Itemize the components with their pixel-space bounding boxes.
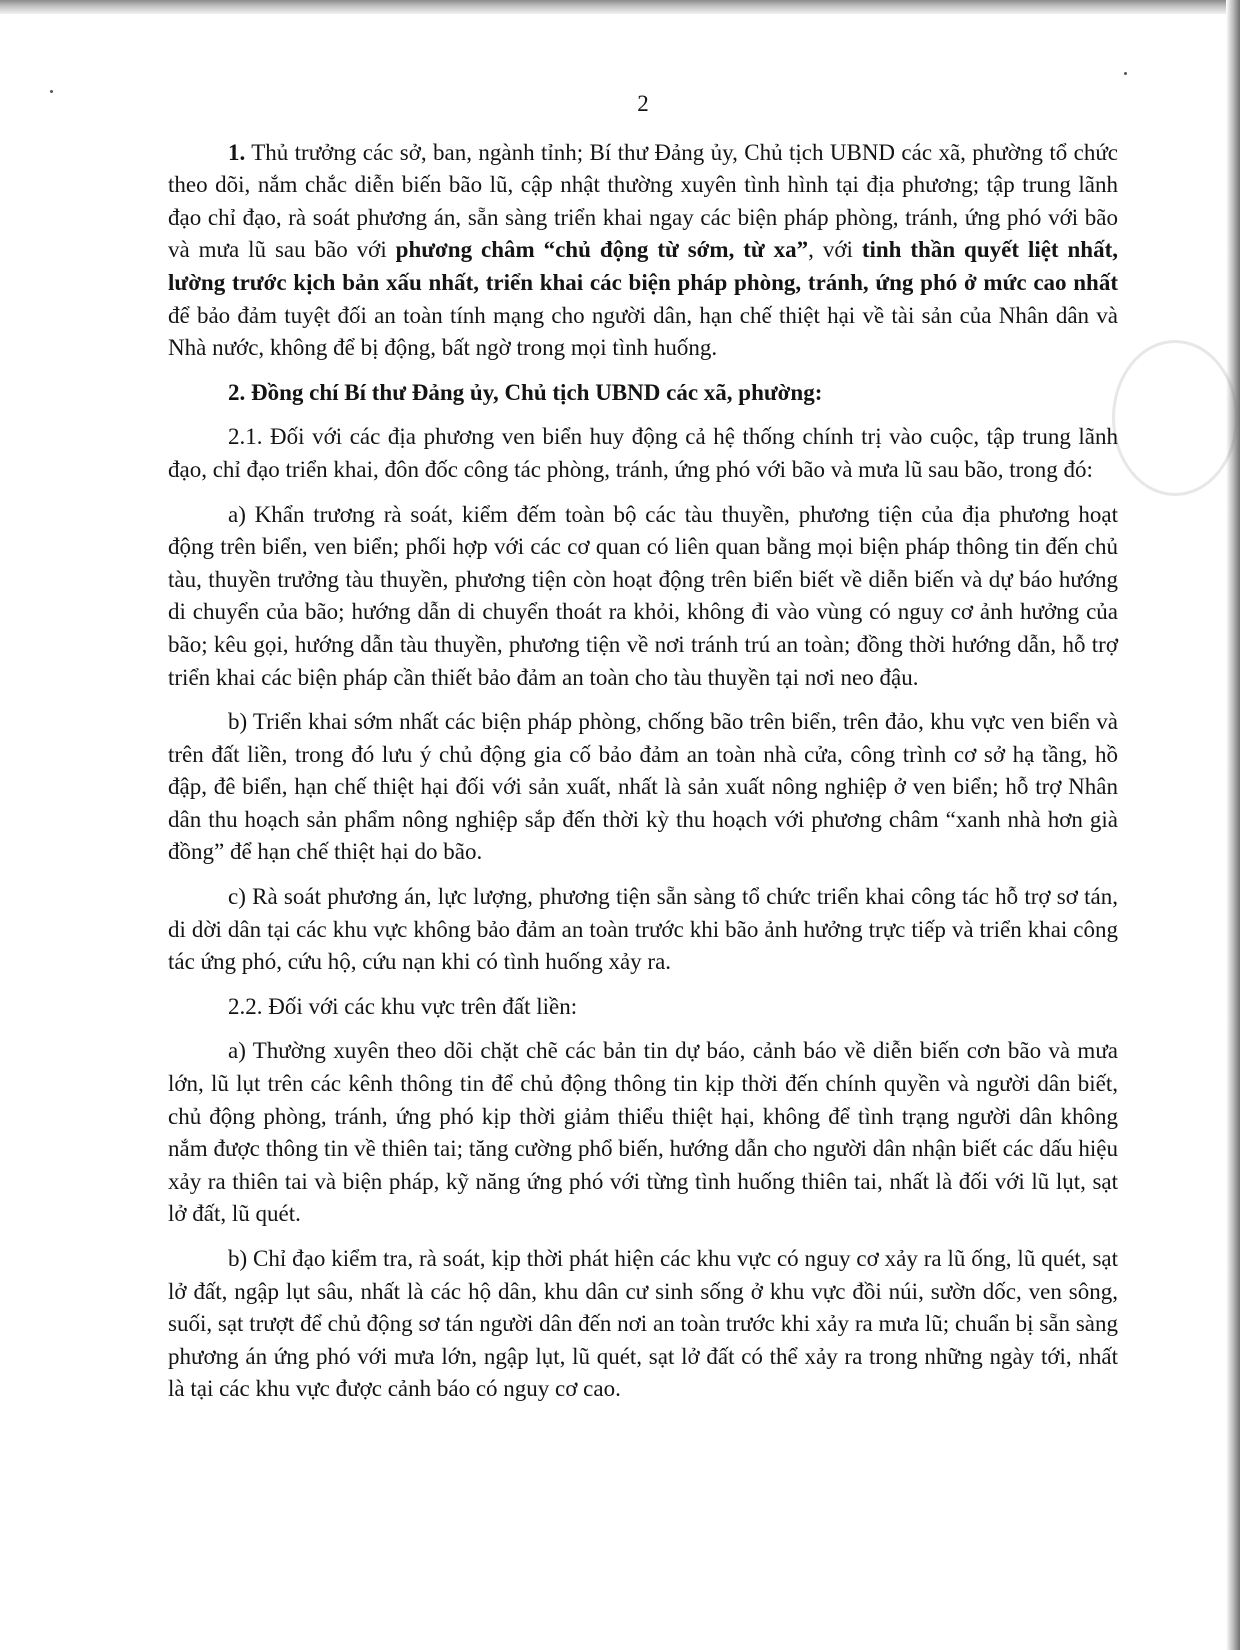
scan-speck: [50, 90, 53, 93]
paragraph-1-bold-b: tinh thần quyết liệt nhất, lường trước kịch bản xấu nhất, triển khai các biện pháp phòng, tránh, ứng phó ở mức cao nhất: [168, 237, 1119, 295]
paragraph-2-1: 2.1. Đối với các địa phương ven biển huy động cả hệ thống chính trị vào cuộc, tập trung lãnh đạo, chỉ đạo triển khai, đôn đốc công tác phòng, tránh, ứng phó với bão và mưa lũ sau bão, trong đó:: [168, 424, 1118, 482]
paragraph-1: [168, 137, 1118, 365]
document-page: [168, 88, 1118, 1412]
paragraph-2-1-c: c) Rà soát phương án, lực lượng, phương tiện sẵn sàng tổ chức triển khai công tác hỗ trợ sơ tán, di dời dân tại các khu vực không bảo đảm an toàn trước khi bão ảnh hưởng trực tiếp và triển khai công tác ứng phó, cứu hộ, cứu nạn khi có tình huống xảy ra.: [168, 884, 1118, 975]
page-number: 2: [637, 91, 649, 116]
section-2-heading: [168, 377, 1118, 410]
paragraph-1-number: 1.: [228, 139, 246, 165]
section-2-heading-text: 2. Đồng chí Bí thư Đảng ủy, Chủ tịch UBND các xã, phường:: [228, 379, 823, 405]
paragraph-1-text-a: Thủ trưởng các sở, ban, ngành tỉnh; Bí thư Đảng ủy, Chủ tịch UBND các xã, phường tổ chức theo dõi, nắm chắc diễn biến bão lũ, cập nhật thường xuyên tình hình tại địa phương; tập trung lãnh đạo chỉ đạo, rà soát phương án, sẵn sàng triển khai ngay các biện pháp phòng, tránh, ứng phó với bão và mưa lũ sau bão với: [168, 139, 1118, 263]
paragraph-1-bold-a: phương châm “chủ động từ sớm, từ xa”: [395, 237, 809, 263]
paragraph-2-2: 2.2. Đối với các khu vực trên đất liền:: [228, 993, 578, 1019]
paragraph-2-2-a: a) Thường xuyên theo dõi chặt chẽ các bản tin dự báo, cảnh báo về diễn biến cơn bão và mưa lớn, lũ lụt trên các kênh thông tin để chủ động thông tin kịp thời đến chính quyền và người dân biết, chủ động phòng, tránh, ứng phó kịp thời giảm thiểu thiệt hại, không để tình trạng người dân không nắm được thông tin về thiên tai; tăng cường phổ biến, hướng dẫn cho người dân nhận biết các dấu hiệu xảy ra thiên tai và biện pháp, kỹ năng ứng phó với từng tình huống thiên tai, nhất là đối với lũ lụt, sạt lở đất, lũ quét.: [168, 1038, 1118, 1227]
paragraph-1-text-b: , với: [808, 237, 862, 263]
scan-speck: [1124, 72, 1127, 75]
paragraph-2-2-b: b) Chỉ đạo kiểm tra, rà soát, kịp thời phát hiện các khu vực có nguy cơ xảy ra lũ ống, lũ quét, sạt lở đất, ngập lụt sâu, nhất là các hộ dân, khu dân cư sinh sống ở khu vực đồi núi, sườn dốc, ven sông, suối, sạt trượt để chủ động sơ tán người dân đến nơi an toàn trước khi xảy ra mưa lũ; chuẩn bị sẵn sàng phương án ứng phó với mưa lớn, ngập lụt, lũ quét, sạt lở đất có thể xảy ra trong những ngày tới, nhất là tại các khu vực được cảnh báo có nguy cơ cao.: [168, 1246, 1118, 1402]
scan-edge-right: [1226, 0, 1240, 1650]
paragraph-2-1-b: b) Triển khai sớm nhất các biện pháp phòng, chống bão trên biển, trên đảo, khu vực ven biển và trên đất liền, trong đó lưu ý chủ động gia cố bảo đảm an toàn nhà cửa, công trình cơ sở hạ tầng, hồ đập, đê biển, hạn chế thiệt hại đối với sản xuất, nhất là sản xuất nông nghiệp ở ven biển; hỗ trợ Nhân dân thu hoạch sản phẩm nông nghiệp sắp đến thời kỳ thu hoạch với phương châm “xanh nhà hơn già đồng” để hạn chế thiệt hại do bão.: [168, 709, 1118, 865]
paragraph-2-1-a: a) Khẩn trương rà soát, kiểm đếm toàn bộ các tàu thuyền, phương tiện của địa phương hoạt động trên biển, ven biển; phối hợp với các cơ quan có liên quan bằng mọi biện pháp thông tin đến chủ tàu, thuyền trưởng tàu thuyền, phương tiện còn hoạt động trên biển biết về diễn biến và dự báo hướng di chuyển của bão; hướng dẫn di chuyển thoát ra khỏi, không đi vào vùng có nguy cơ ảnh hưởng của bão; kêu gọi, hướng dẫn tàu thuyền, phương tiện về nơi tránh trú an toàn; đồng thời hướng dẫn, hỗ trợ triển khai các biện pháp cần thiết bảo đảm an toàn cho tàu thuyền tại nơi neo đậu.: [168, 501, 1118, 690]
faint-stamp-mark: [1112, 340, 1238, 496]
scan-edge-top: [0, 0, 1240, 14]
paragraph-1-text-c: để bảo đảm tuyệt đối an toàn tính mạng cho người dân, hạn chế thiệt hại về tài sản của Nhân dân và Nhà nước, không để bị động, bất ngờ trong mọi tình huống.: [168, 302, 1118, 361]
